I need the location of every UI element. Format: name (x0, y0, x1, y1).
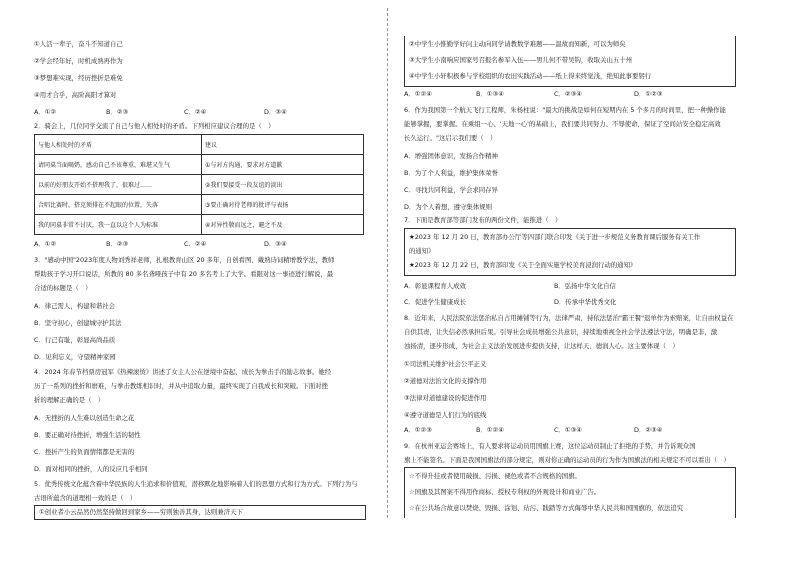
option: B．②③ (106, 240, 129, 248)
q8-stem: 浊扬清，逐步形成，为社会主义法治发展进步提供支持，让这样天、德润人心。这主要体现（ ） (404, 342, 679, 350)
option: D．②③④ (634, 426, 663, 434)
q7-item: ★2023 年 12 月 22 日，教育部印发《关于全面实施学校美育浸润行动的通知》 (409, 261, 637, 269)
q3-option: A．律己需人，构建和谐社会 (34, 302, 116, 310)
table-cell: 我的同桌非常不讨厌，我一直以这个人为标准 (35, 215, 202, 235)
table-cell: ③要正确对待老师的批评与表扬 (202, 195, 364, 215)
q4-option: C．挫折产生的负面情绪都是无害的 (34, 448, 135, 456)
option: C．促进学生健康成长 (404, 298, 466, 306)
q5-item: ④中学生小轩积极参与学校组织的农田实践活动——纸上得来终觉浅，绝知此事要躬行 (409, 72, 652, 80)
option: C．②③④ (554, 90, 583, 98)
table-cell: 请同桌当面喝奶，感动自己不该尊重，难堪又生气 (35, 155, 202, 175)
q8-item: ④遵守道德是人们行为的底线 (404, 411, 487, 419)
q9-stem: 旗上不能签名。下面是我国国旗法的部分规定，则对你正确的运动员的行为作为国旗法的相关规定不可以看出（ ） (404, 456, 730, 464)
table-cell: ②我们要接受一段友谊的淡出 (202, 175, 364, 195)
table-row (35, 175, 364, 195)
q6-stem: 6．作为我国第一个航天飞行工程师，朱杨柱说："最大的挑战是如何在短期内在 5 个多月的时间里，把一种操作能 (404, 106, 726, 114)
option: C．②④ (184, 108, 207, 116)
q4-option: A．无挫折的人生难以创造生命之花 (34, 414, 135, 422)
option: A．①② (34, 240, 57, 248)
q5-quote-box (34, 505, 366, 520)
table-cell: 以前的好朋友开始不搭理我了，很难过…… (35, 175, 202, 195)
q1-item: ①人活一辈子，奋斗不知道自己 (34, 40, 123, 48)
option: D．①②③ (634, 90, 663, 98)
q9-law-box (404, 467, 736, 518)
q8-stem: 自供其责，让失信必然承担后果。引导社会成员增强公共意识，持续地重视全社会学法遵法守法，明确是非，激 (404, 328, 718, 336)
q8-item: ②道德对法治文化的支撑作用 (404, 377, 487, 385)
q1-item: ②学会经年好，时机成熟再作为 (34, 57, 123, 65)
q6-option: D．为个人着想，遵守集体规则 (404, 203, 492, 211)
q5-item: ②中学生小惟勤学好问主动向同学请教数学难题——温故而知新，可以为师矣 (409, 40, 626, 48)
q8-stem: 8．近年来，人民法院依法惩治私自占用摊铺等行为，法律严肃，持依法惩治"霸王餐"退单作为索赔案，让自由权益在 (404, 314, 734, 322)
q9-item: ☆不得升挂或者使用破损、污损、褪色或者不合规格的国旗。 (409, 472, 581, 480)
q3-stem: 帮助孩子学习开口说话，所教的 80 多名聋哑孩子中有 20 多名考上了大学。看跟对这一事迹进行解说，最 (34, 270, 334, 278)
q6-option: C．寻找共同利益，学会求同存异 (404, 186, 498, 194)
table-row (35, 215, 364, 235)
option: D．传承中华优秀文化 (554, 298, 617, 306)
option: A．①②④ (404, 90, 432, 98)
q6-stem: 能够掌握，要掌握。在乘组一心、'天地一心'的基础上，我们要共同努力、不辱使命，保证了空间站安全稳定高效 (404, 120, 721, 128)
q4-stem: 折的理解正确的是（ ） (34, 396, 105, 404)
q3-stem: 合适的标题是（ ） (34, 284, 92, 292)
table-cell: 合唱比赛时，搭克须排在不起眼的位置，失落 (35, 195, 202, 215)
q3-option: C．行己有耻，彰显高尚品质 (34, 336, 116, 344)
q5-item: ③大学生小南响应国家号召报名参军入伍——男儿何不带吴钩，收取关山五十州 (409, 56, 633, 64)
q8-item: ①司法机关维护社会公平正义 (404, 360, 487, 368)
left-column (34, 0, 366, 562)
table-header: 建议 (202, 135, 364, 155)
table-cell: ①与对方沟通，要求对方道歉 (202, 155, 364, 175)
q2-table (34, 134, 364, 235)
table-row (35, 155, 364, 175)
option: B．①②④ (476, 426, 504, 434)
table-header-row (35, 135, 364, 155)
column-divider (387, 8, 388, 518)
table-header: 与他人相处时的矛盾 (35, 135, 202, 155)
q3-option: D．见利忘义，守望精神家园 (34, 353, 116, 361)
option: A．①②③ (404, 426, 432, 434)
q5-stem: 古语所蕴含的道理相一致的是（ ） (34, 494, 137, 502)
q1-item: ③梦想难实现，经历挫折是难免 (34, 74, 123, 82)
option: A．①② (34, 108, 57, 116)
q5-stem: 5．优秀传统文化蕴含着中华民族的人生追求和价值观，潜移默化地影响着人们的思想方式和行为方式。下列行为与 (34, 480, 358, 488)
q3-stem: 3．"感动中国"2023年度人物刘秀祥老师，扎根教育山区 20 多年，自创看图、戴熟诗词精增教学法，教师 (34, 256, 335, 264)
q6-option: B．为了个人利益，维护集体荣誉 (404, 169, 498, 177)
q7-document-box (404, 228, 736, 276)
q9-item: ☆在公共场合故意以焚烧、毁损、涂划、玷污、践踏等方式侮辱中华人民共和国国旗的，依法追究 (409, 504, 684, 512)
q6-option: A．增强团体意识，发扬合作精神 (404, 152, 498, 160)
option: D．③④ (264, 240, 287, 248)
option: B．②③ (106, 108, 129, 116)
q1-item: ④用才合乎，高阶高阳才算对 (34, 91, 117, 99)
q7-stem: 7．下面是教育部等部门发布的两份文件，能推进（ ） (404, 216, 562, 224)
option: A．彰显课程育人成效 (404, 282, 466, 290)
q7-item: 的通知》 (409, 247, 435, 255)
option: B．①③④ (476, 90, 504, 98)
q5-quote-box-continued (404, 36, 736, 87)
table-cell: ④对异性敬而远之，避之不及 (202, 215, 364, 235)
q2-stem: 2．骑会上，几位同学交流了自己与他人相处时的矛盾。下列相应建议合理的是（ ） (34, 122, 275, 130)
q9-item: ☆国旗及其图案不得用作商标、授权专利权的外观设计和商业广告。 (409, 488, 601, 496)
q4-stem: 4．2024 年春节档票房冠军《热辣滚烫》讲述了女主人公在逆境中奋起、成长为拳击手的励志故事。她经 (34, 368, 332, 376)
q8-item: ③法律对道德建设的促进作用 (404, 394, 487, 402)
q6-stem: 长久运行。"这启示我们要（ ） (404, 134, 497, 142)
q4-option: D．面对相同的挫折，人的反应几乎相同 (34, 465, 148, 473)
option: C．①③④ (554, 426, 583, 434)
option: C．②④ (184, 240, 207, 248)
q5-item: ①创业者小云品然仍然坚持做回到家乡——穷则独善其身，达则兼济天下 (39, 508, 243, 516)
q3-option: B．坚守初心，创建城守护其法 (34, 319, 122, 327)
q9-stem: 9．在杭州亚运会赛场上，有人要求将运动员用国旗上赛，这位运动员制止了拒绝的手势，并告诉观众国 (404, 442, 696, 450)
option: B．弘扬中华文化自信 (554, 282, 616, 290)
q4-stem: 历了一系列的挫折和磨难，与拳击教练相识时，并从中追取力量，最终实现了自我成长和突破。下面对挫 (34, 382, 328, 390)
option: D．③④ (264, 108, 287, 116)
q7-item: ★2023 年 12 月 20 日，教育部办公厅等四部门联合印发《关于进一步规范义务教育课后服务有关工作 (409, 233, 701, 241)
table-row (35, 195, 364, 215)
right-column (404, 0, 736, 562)
q4-option: B．要正确对待挫折，增强生活的韧性 (34, 431, 141, 439)
